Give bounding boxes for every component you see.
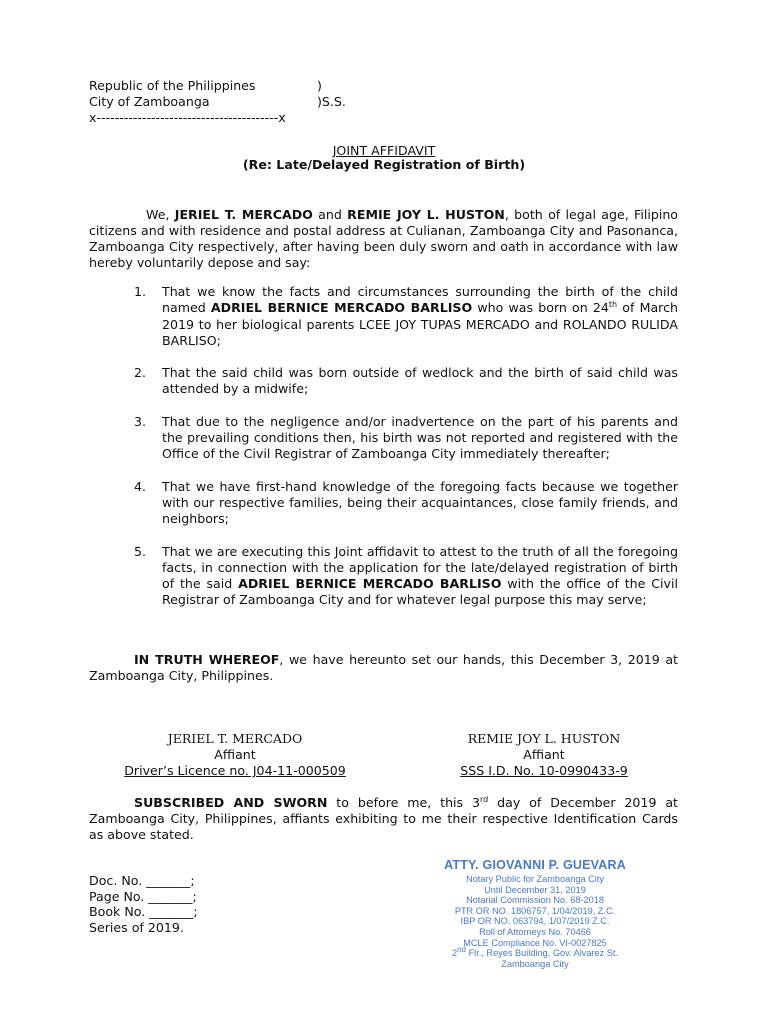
item-number: 5.: [134, 543, 147, 559]
affiant1-name: JERIEL T. MERCADO: [167, 731, 303, 746]
affiant2-id: SSS I.D. No. 10-0990433-9: [460, 763, 628, 778]
affiant1-role: Affiant: [214, 747, 256, 762]
jurat-text: to before me, this 3: [327, 795, 481, 810]
ordinal-suffix: nd: [457, 945, 467, 955]
whereof-rest: , we have hereunto set our hands, this December 3, 2019 at Zamboanga City, Philippines.: [89, 652, 678, 683]
jurat-text: day of December 2019 at Zamboanga City, Philippines, affiants exhibiting to me their respective Identification Cards as above stated.: [89, 795, 678, 842]
doc-no: Doc. No. _______;: [89, 873, 195, 888]
item-text: That the said child was born outside of wedlock and the birth of said child was attended by a midwife;: [162, 365, 678, 397]
item-text: That we know the facts and circumstances surrounding the birth of the child named: [162, 284, 678, 316]
list-item: [134, 414, 678, 463]
child-name: ADRIEL BERNICE MERCADO BARLISO: [238, 576, 502, 592]
notarial-register: [89, 873, 198, 936]
document-subtitle: (Re: Late/Delayed Registration of Birth): [242, 157, 526, 172]
header-paren-mark: ): [317, 78, 322, 93]
jurat-paragraph: [89, 795, 678, 843]
notary-line: PTR OR NO. 1806757, 1/04/2019, Z.C.: [454, 905, 616, 916]
notary-line: Notary Public for Zamboanga City: [466, 874, 604, 884]
notary-stamp: [405, 858, 665, 969]
list-item: [134, 479, 678, 528]
notary-floor-num: 2: [451, 948, 458, 959]
notary-line: MCLE Compliance No. VI-0027825: [463, 937, 607, 948]
intro-rest: , both of legal age, Filipino citizens and with residence and postal address at Culianan, Zamboanga City and Pasonanca, Zamboanga City respectively, after having been duly sworn and oath in accordance with law hereby voluntarily depose and say:: [89, 207, 679, 270]
affiant1-id: Driver’s Licence no. J04-11-000509: [124, 763, 346, 778]
document-title: JOINT AFFIDAVIT: [332, 143, 436, 158]
book-no: Book No. _______;: [89, 904, 198, 920]
child-name: ADRIEL BERNICE MERCADO BARLISO: [210, 300, 473, 316]
signature-block-right: [428, 731, 660, 779]
whereof-paragraph: [89, 652, 678, 684]
item-text: with the office of the Civil Registrar of Zamboanga City and for whatever legal purpose this may serve;: [162, 576, 678, 608]
item-number: 1.: [134, 284, 147, 299]
jurat-lead: SUBSCRIBED AND SWORN: [134, 795, 328, 810]
signature-block-left: [100, 731, 370, 779]
notary-line: Until December 31, 2019: [484, 884, 586, 895]
notary-line: IBP OR NO. 063794, 1/07/2019 Z.C.: [460, 916, 610, 927]
header-divider: x----------------------------------------x: [89, 110, 286, 125]
item-number: 2.: [134, 365, 147, 381]
depositions-list: [134, 284, 678, 625]
page-no: Page No. _______;: [89, 888, 197, 904]
affiant2-name: REMIE JOY L. HUSTON: [467, 731, 621, 746]
series: Series of 2019.: [89, 920, 184, 936]
intro-paragraph: [89, 207, 678, 271]
affiant1-name-inline: JERIEL T. MERCADO: [174, 207, 313, 222]
notary-line: Roll of Attorneys No. 70466: [479, 926, 591, 937]
item-number: 4.: [134, 478, 147, 494]
header-line-republic: [89, 78, 322, 94]
list-item: [134, 544, 678, 609]
intro-we: We,: [146, 207, 175, 222]
item-text: That we are executing this Joint affidavit to attest to the truth of all the foregoing facts, in connection with the application for the late/delayed registration of birth of the said: [162, 543, 678, 592]
header-city-text: City of Zamboanga: [89, 94, 210, 109]
affiant2-role: Affiant: [523, 747, 565, 762]
list-item: [134, 365, 678, 398]
notary-address: Flr., Reyes Building, Gov. Alvarez St.: [466, 948, 619, 959]
header-republic-text: Republic of the Philippines: [89, 78, 256, 93]
notary-line: Notarial Commission No. 68-2018: [466, 895, 604, 906]
header-line-city: [89, 94, 346, 110]
list-item: [134, 284, 678, 349]
item-number: 3.: [134, 413, 147, 429]
ordinal-suffix: th: [608, 300, 618, 310]
item-text: That we have first-hand knowledge of the foregoing facts because we together with our respective families, being their acquaintances, close family friends, and neighbors;: [162, 478, 678, 527]
notary-line: Zamboanga City: [501, 958, 569, 969]
ordinal-suffix: rd: [480, 794, 489, 804]
notary-line: [405, 945, 665, 959]
item-text: That due to the negligence and/or inadvertence on the part of his parents and the prevailing conditions then, his birth was not reported and registered with the Office of the Civil Registrar of Zamboanga City immediately thereafter;: [162, 413, 678, 462]
affiant2-name-inline: REMIE JOY L. HUSTON: [347, 207, 505, 222]
notary-name: ATTY. GIOVANNI P. GUEVARA: [444, 858, 626, 872]
item-text: who was born on 24: [472, 300, 609, 316]
intro-and: and: [312, 207, 348, 222]
header-ss-mark: )S.S.: [317, 94, 346, 109]
item-text: of March 2019 to her biological parents LCEE JOY TUPAS MERCADO and ROLANDO RULIDA BARLISO;: [162, 300, 678, 348]
whereof-lead: IN TRUTH WHEREOF: [134, 652, 280, 667]
